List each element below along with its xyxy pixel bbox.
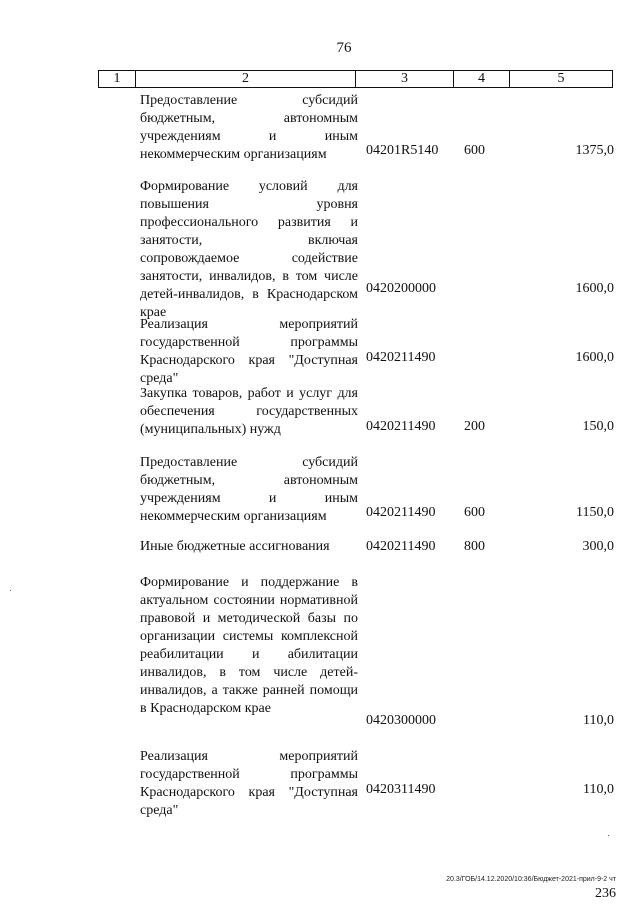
- row-code: 0420300000: [366, 713, 436, 728]
- footer-page-number: 236: [595, 886, 616, 901]
- scan-speck: [608, 835, 609, 836]
- row-sum: 110,0: [583, 782, 614, 797]
- row-code: 0420211490: [366, 419, 436, 434]
- row-code: 0420311490: [366, 782, 436, 797]
- header-cell-5: 5: [557, 71, 565, 86]
- row-name: Иные бюджетные ассигнования: [140, 539, 330, 554]
- row-code: 0420200000: [366, 281, 436, 296]
- row-expense-type: 200: [464, 419, 485, 434]
- row-name: Реализация мероприятий государственной программы Краснодарского края "Доступная среда": [140, 317, 358, 386]
- header-cell-4: 4: [454, 71, 510, 87]
- row-sum: 300,0: [582, 539, 614, 554]
- row-sum: 1150,0: [576, 505, 614, 520]
- row-sum: 1600,0: [575, 281, 614, 296]
- row-expense-type: 600: [464, 143, 485, 158]
- scan-speck: [10, 590, 11, 591]
- footer-stamp: 20.3/ГОБ/14.12.2020/10:36/Бюджет-2021-прил-9-2 чт: [446, 876, 616, 883]
- row-name: Закупка товаров, работ и услуг для обеспечения государственных (муниципальных) нужд: [140, 386, 358, 437]
- row-name: Реализация мероприятий государственной программы Краснодарского края "Доступная среда": [140, 749, 358, 818]
- table-header-row: [98, 70, 613, 88]
- row-code: 0420211490: [366, 505, 436, 520]
- header-cell-2: 2: [136, 71, 356, 87]
- row-name: Формирование условий для повышения уровня профессионального развития и занятости, включая сопровождаемое содействие занятости, инвалидов, в том числе детей-инвалидов, в Краснодарском крае: [140, 179, 358, 320]
- row-sum: 1600,0: [575, 350, 614, 365]
- row-sum: 1375,0: [575, 143, 614, 158]
- row-code: 04201R5140: [366, 143, 439, 158]
- row-name: Формирование и поддержание в актуальном состоянии нормативной правовой и методической базы по организации системы комплексной реабилитации и абилитации инвалидов, в том числе детей-инвалидов, а также ранней помощи в Краснодарском крае: [140, 575, 358, 716]
- page-number: 76: [336, 40, 352, 56]
- row-name: Предоставление субсидий бюджетным, автономным учреждениям и иным некоммерческим организациям: [140, 93, 358, 162]
- row-expense-type: 800: [464, 539, 485, 554]
- row-expense-type: 600: [464, 505, 485, 520]
- header-cell-3: 3: [356, 71, 454, 87]
- row-sum: 150,0: [582, 419, 614, 434]
- row-code: 0420211490: [366, 350, 436, 365]
- header-cell-1: 1: [99, 71, 136, 87]
- row-name: Предоставление субсидий бюджетным, автономным учреждениям и иным некоммерческим организациям: [140, 455, 358, 524]
- row-sum: 110,0: [583, 713, 614, 728]
- row-code: 0420211490: [366, 539, 436, 554]
